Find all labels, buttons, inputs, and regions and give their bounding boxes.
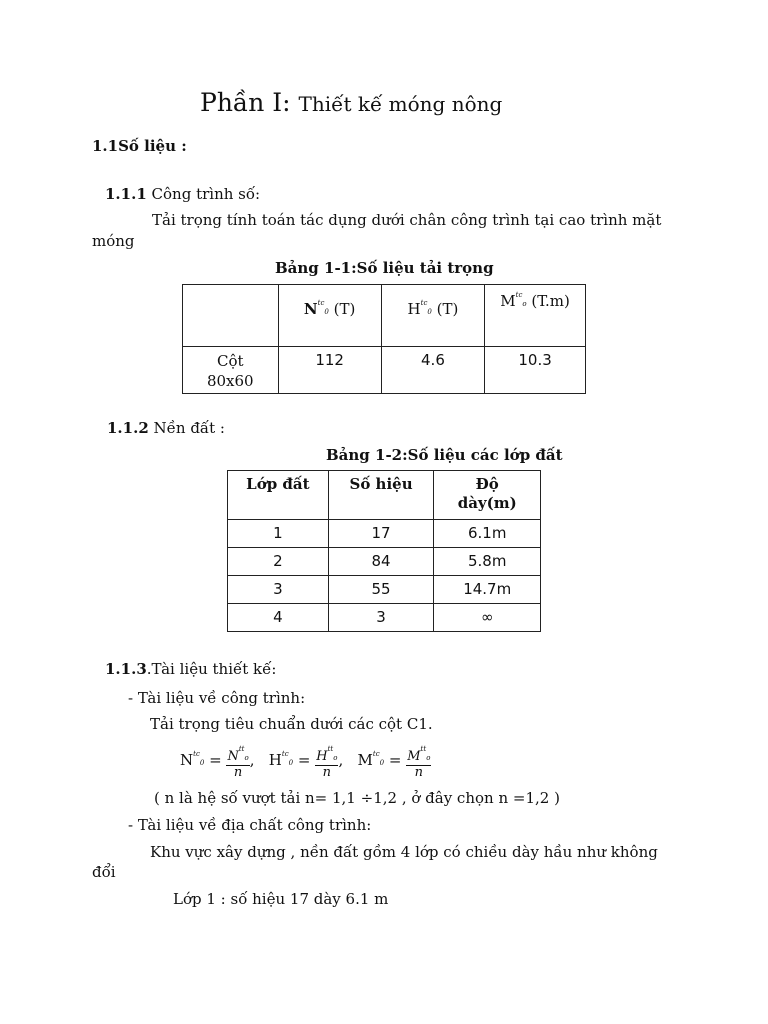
section-1-1-2-text: Nền đất : (153, 419, 225, 437)
table2-caption: Bảng 1-2:Số liệu các lớp đất (326, 446, 563, 464)
design-bullet-structure: - Tài liệu về công trình: (128, 689, 306, 707)
soil-table-header-code: Số hiệu (328, 471, 434, 520)
load-table-row-h: 4.6 (381, 347, 484, 394)
design-bullet-geology: - Tài liệu về địa chất công trình: (128, 816, 372, 834)
section-1-1-3-num: 1.1.3 (105, 660, 147, 678)
section-1-1: 1.1Số liệu : (92, 137, 187, 155)
soil-table-row: 4 3 ∞ (228, 604, 541, 632)
heading-part: Phần I: (200, 88, 291, 117)
load-table-corner (183, 285, 279, 347)
section-1-1-2 (107, 419, 225, 437)
soil-table-header-thickness: Độ dày(m) (434, 471, 541, 520)
area-paragraph-line1: Khu vực xây dựng , nền đất gồm 4 lớp có chiều dày hầu như không (150, 843, 658, 861)
overload-factor-note: ( n là hệ số vượt tải n= 1,1 ÷1,2 , ở đây chọn n =1,2 ) (154, 789, 560, 807)
soil-table-row: 2 84 5.8m (228, 548, 541, 576)
soil-table (227, 470, 541, 632)
section-1-1-3 (105, 660, 276, 678)
load-paragraph-line1: Tải trọng tính toán tác dụng dưới chân công trình tại cao trình mặt (152, 211, 662, 229)
soil-table-row: 1 17 6.1m (228, 520, 541, 548)
section-1-1-1-num: 1.1.1 (105, 185, 147, 203)
standard-load-text: Tải trọng tiêu chuẩn dưới các cột C1. (150, 715, 433, 733)
table1-caption: Bảng 1-1:Số liệu tải trọng (275, 259, 494, 277)
load-table-row-m: 10.3 (485, 347, 586, 394)
load-table (182, 284, 586, 394)
load-table-header-n: $N^{tc}0$ (T) (278, 285, 381, 347)
page-heading (200, 88, 502, 117)
section-1-1-3-text: .Tài liệu thiết kế: (146, 660, 277, 678)
section-1-1-2-num: 1.1.2 (107, 419, 149, 437)
section-1-1-1 (105, 185, 260, 203)
section-1-1-1-text: Công trình số: (151, 185, 261, 203)
load-table-header-h: $H^{tc}0$ (T) (381, 285, 484, 347)
area-paragraph-line2: đổi (92, 863, 116, 881)
soil-table-row: 3 55 14.7m (228, 576, 541, 604)
load-paragraph-line2: móng (92, 232, 135, 250)
load-table-row-name: Cột 80x60 (183, 347, 279, 394)
load-table-header-m: $M^{tc}o$ (T.m) (485, 285, 586, 347)
soil-table-header-layer: Lớp đất (228, 471, 329, 520)
heading-title: Thiết kế móng nông (298, 92, 503, 116)
layer-1-text: Lớp 1 : số hiệu 17 dày 6.1 m (173, 890, 389, 908)
load-formula: $N^{tc}0$ = $\frac{N^{tt}o}{n}$ , $H^{tc}0$ = $\frac{H^{tt}o}{n}$ , $M^{tc}0$ = $\frac{M^{tt}o}{n}$ (180, 742, 431, 780)
load-table-row-n: 112 (278, 347, 381, 394)
